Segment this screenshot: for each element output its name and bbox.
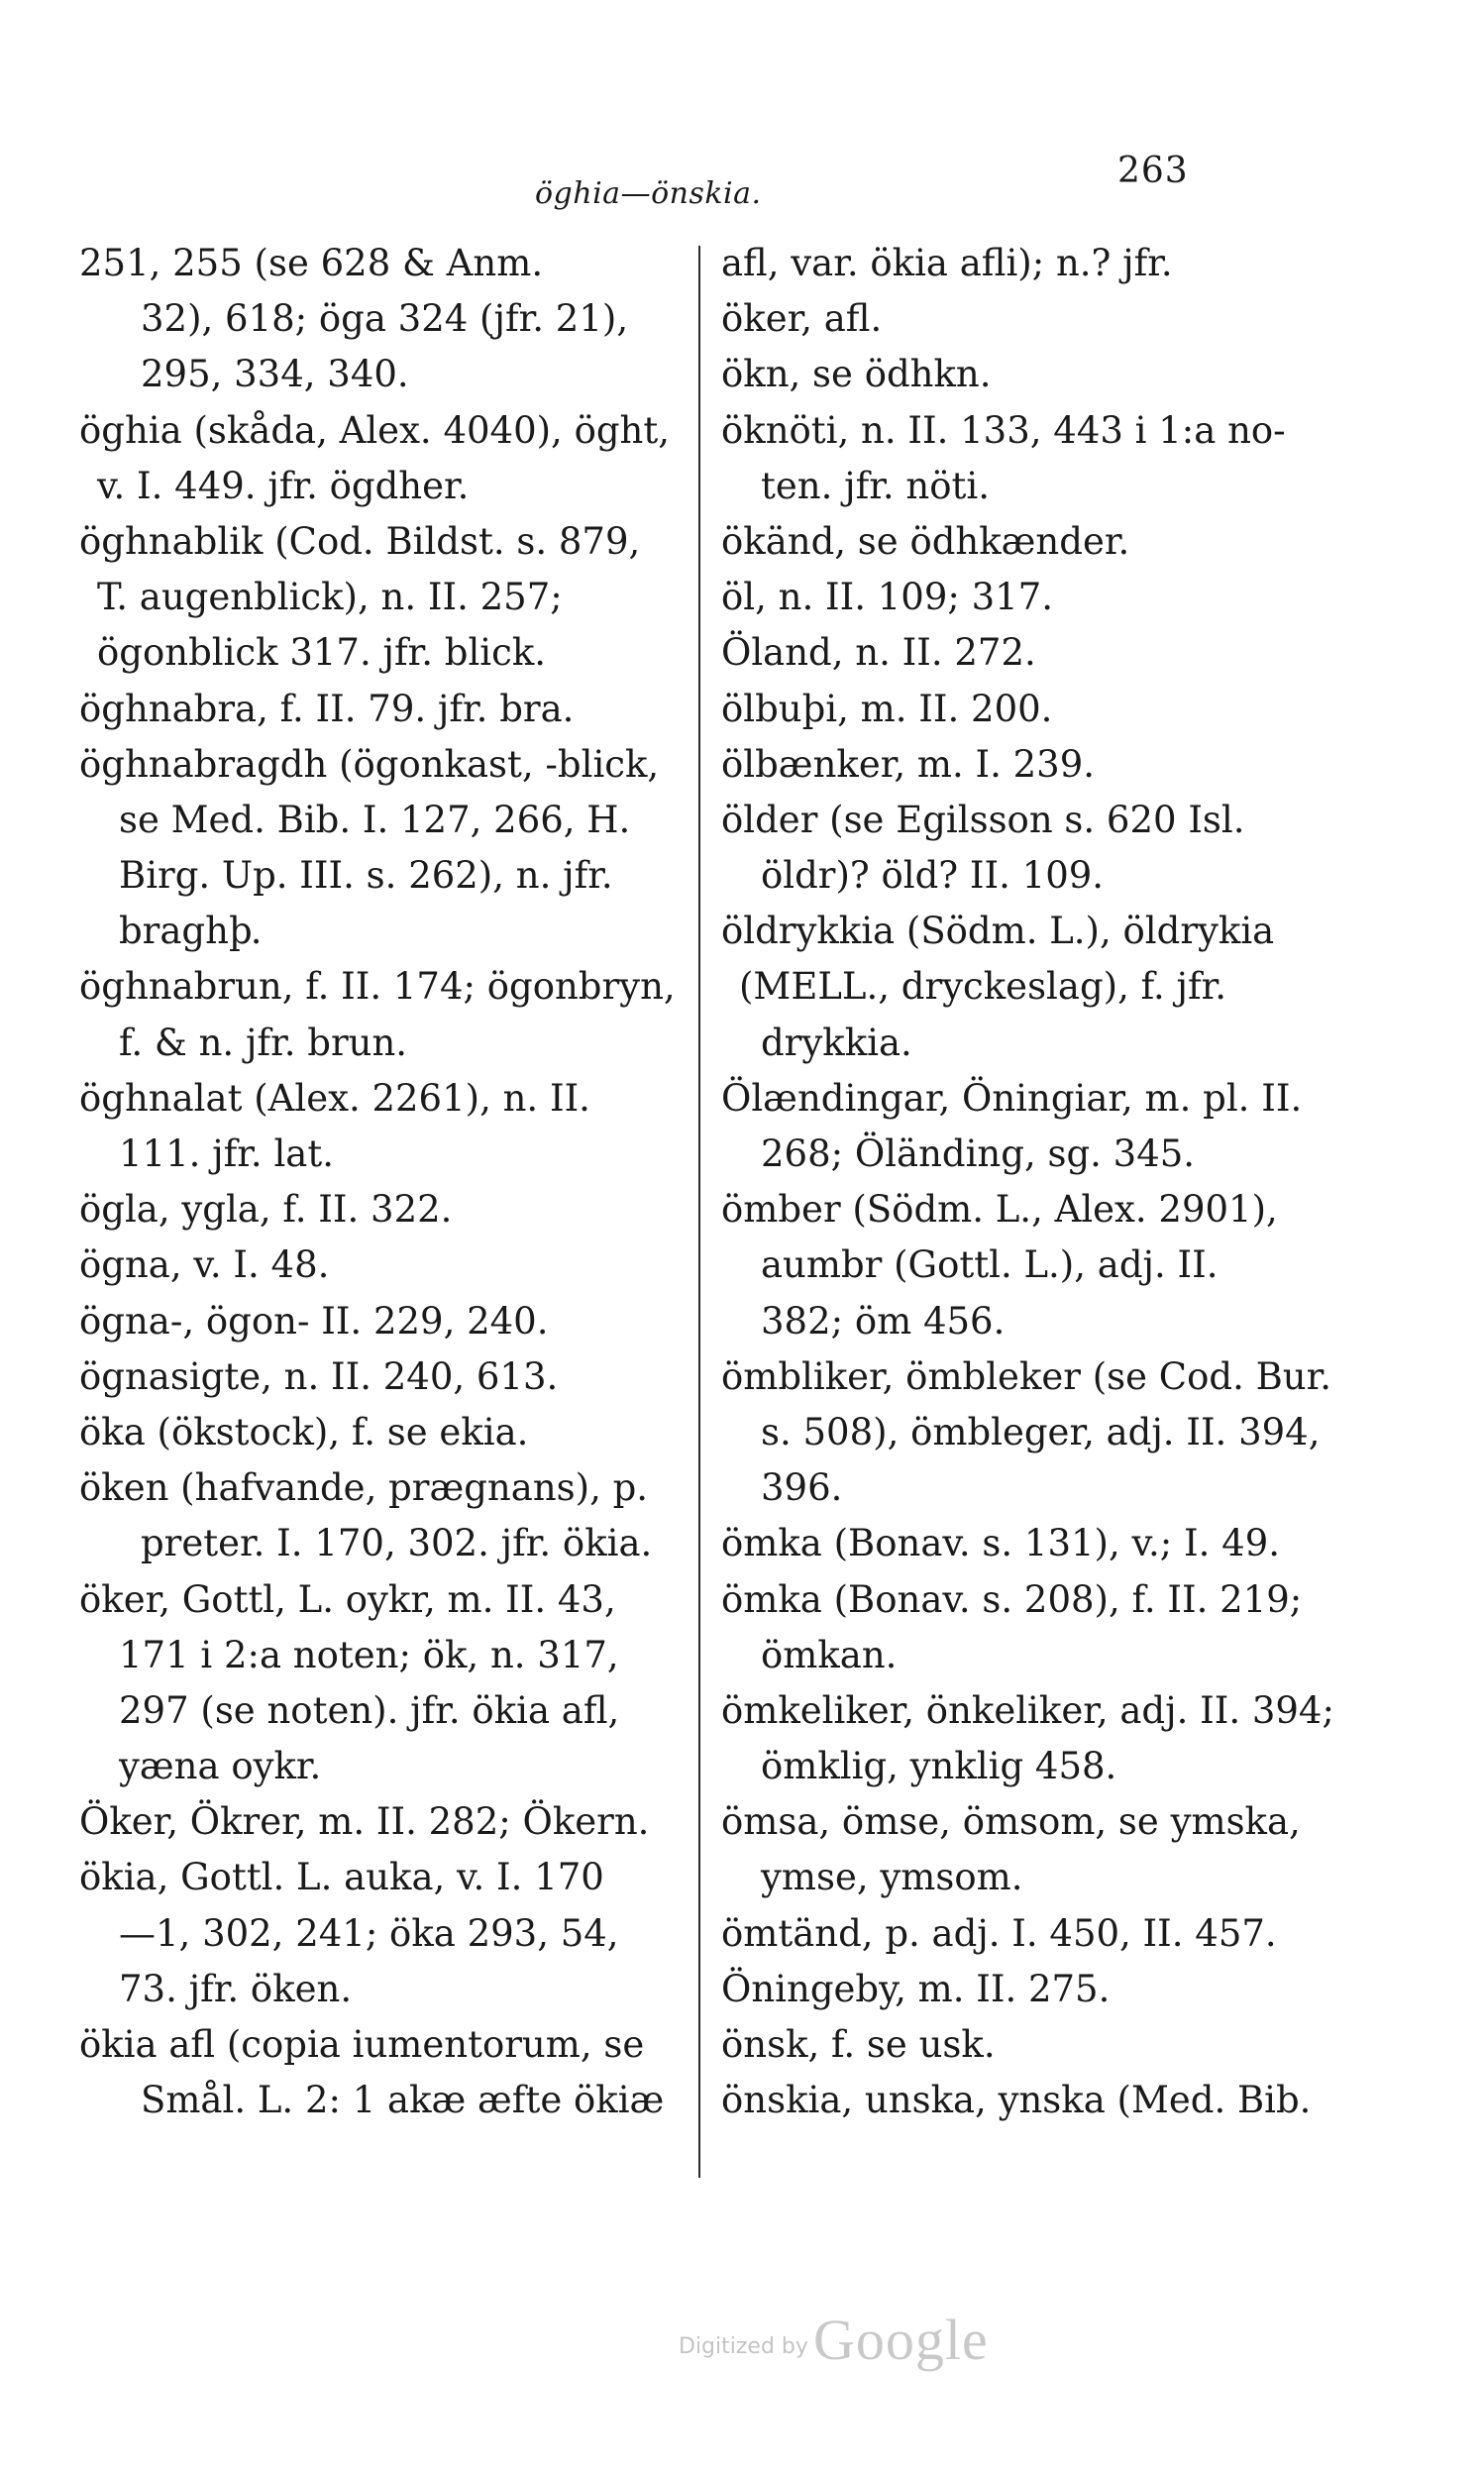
dictionary-line: ökn, se ödhkn. <box>721 353 992 396</box>
dictionary-line: ökänd, se ödhkænder. <box>721 519 1130 563</box>
left-column <box>79 236 679 2128</box>
dictionary-line: 251, 255 (se 628 & Anm. <box>79 242 544 284</box>
dictionary-line: öken (hafvande, prægnans), p. <box>79 1466 649 1510</box>
dictionary-line: Öker, Ökrer, m. II. 282; Ökern. <box>79 1800 650 1844</box>
dictionary-line: ölbænker, m. I. 239. <box>721 742 1095 786</box>
dictionary-line: se Med. Bib. I. 127, 266, H. <box>119 798 631 841</box>
dictionary-line: (MELL., dryckeslag), f. jfr. <box>739 965 1227 1009</box>
dictionary-line: öghnabragdh (ögonkast, -blick, <box>79 742 660 786</box>
dictionary-line: ömsa, ömse, ömsom, se ymska, <box>721 1800 1301 1844</box>
dictionary-line: ymse, ymsom. <box>761 1856 1023 1899</box>
dictionary-line: öldr)? öld? II. 109. <box>761 854 1105 898</box>
dictionary-line: braghþ. <box>119 910 263 953</box>
dictionary-line: ten. jfr. nöti. <box>761 464 990 507</box>
right-column <box>721 236 1355 2128</box>
dictionary-line: ömkan. <box>761 1633 898 1676</box>
dictionary-line: drykkia. <box>761 1021 912 1064</box>
dictionary-line: 268; Öländing, sg. 345. <box>761 1132 1196 1175</box>
dictionary-line: ögna-, ögon- II. 229, 240. <box>79 1299 549 1343</box>
dictionary-line: ölder (se Egilsson s. 620 Isl. <box>721 798 1245 841</box>
digitized-by-label: Digitized by <box>679 2334 808 2359</box>
dictionary-line: s. 508), ömbleger, adj. II. 394, <box>761 1410 1321 1453</box>
dictionary-line: f. & n. jfr. brun. <box>119 1021 408 1064</box>
dictionary-line: 171 i 2:a noten; ök, n. 317, <box>119 1633 619 1676</box>
dictionary-line: aumbr (Gottl. L.), adj. II. <box>761 1243 1219 1287</box>
dictionary-line: Smål. L. 2: 1 akæ æfte ökiæ <box>141 2079 665 2122</box>
dictionary-line: ömka (Bonav. s. 131), v.; I. 49. <box>721 1522 1280 1565</box>
dictionary-line: önskia, unska, ynska (Med. Bib. <box>721 2079 1312 2122</box>
dictionary-line: ögla, ygla, f. II. 322. <box>79 1188 453 1232</box>
dictionary-line: öghnalat (Alex. 2261), n. II. <box>79 1076 590 1120</box>
dictionary-line: öghnabrun, f. II. 174; ögonbryn, <box>79 965 676 1009</box>
dictionary-line: Ölændingar, Öningiar, m. pl. II. <box>721 1076 1303 1120</box>
dictionary-line: afl, var. ökia afli); n.? jfr. <box>721 242 1173 284</box>
dictionary-line: 295, 334, 340. <box>141 353 409 396</box>
dictionary-line: ölbuþi, m. II. 200. <box>721 687 1053 730</box>
dictionary-line: ögnasigte, n. II. 240, 613. <box>79 1354 559 1398</box>
dictionary-line: ömkeliker, önkeliker, adj. II. 394; <box>721 1688 1334 1732</box>
dictionary-line: ökia, Gottl. L. auka, v. I. 170 <box>79 1856 604 1899</box>
running-head: öghia—önskia. <box>535 176 762 211</box>
dictionary-line: öker, Gottl, L. oykr, m. II. 43, <box>79 1577 616 1621</box>
dictionary-line: v. I. 449. jfr. ögdher. <box>97 464 470 507</box>
dictionary-line: ökia afl (copia iumentorum, se <box>79 2023 645 2066</box>
dictionary-line: ömtänd, p. adj. I. 450, II. 457. <box>721 1911 1277 1955</box>
dictionary-line: 32), 618; öga 324 (jfr. 21), <box>141 297 629 341</box>
dictionary-line: 382; öm 456. <box>761 1299 1006 1343</box>
dictionary-line: T. augenblick), n. II. 257; <box>97 576 563 619</box>
column-divider <box>698 246 700 2178</box>
dictionary-line: ömka (Bonav. s. 208), f. II. 219; <box>721 1577 1303 1621</box>
dictionary-line: ömbliker, ömbleker (se Cod. Bur. <box>721 1354 1331 1398</box>
dictionary-line: öker, afl. <box>721 297 883 341</box>
google-logo: Google <box>813 2308 989 2372</box>
dictionary-line: ömklig, ynklig 458. <box>761 1745 1117 1788</box>
dictionary-line: Öningeby, m. II. 275. <box>721 1967 1111 2010</box>
digitization-footer <box>679 2307 989 2373</box>
dictionary-line: öknöti, n. II. 133, 443 i 1:a no- <box>721 408 1286 452</box>
dictionary-line: öka (ökstock), f. se ekia. <box>79 1410 529 1453</box>
dictionary-line: öghnabra, f. II. 79. jfr. bra. <box>79 687 575 730</box>
dictionary-line: 73. jfr. öken. <box>119 1967 353 2010</box>
dictionary-line: öl, n. II. 109; 317. <box>721 576 1053 619</box>
dictionary-line: öghnablik (Cod. Bildst. s. 879, <box>79 519 641 563</box>
dictionary-line: Öland, n. II. 272. <box>721 631 1036 675</box>
dictionary-line: 111. jfr. lat. <box>119 1132 334 1175</box>
dictionary-line: önsk, f. se usk. <box>721 2023 996 2066</box>
dictionary-line: ögna, v. I. 48. <box>79 1243 330 1287</box>
dictionary-line: ögonblick 317. jfr. blick. <box>97 631 547 675</box>
dictionary-line: öldrykkia (Södm. L.), öldrykia <box>721 910 1275 953</box>
dictionary-line: —1, 302, 241; öka 293, 54, <box>119 1911 619 1955</box>
dictionary-line: yæna oykr. <box>119 1745 322 1788</box>
dictionary-line: 396. <box>761 1466 843 1510</box>
dictionary-line: preter. I. 170, 302. jfr. ökia. <box>141 1522 653 1565</box>
dictionary-line: öghia (skåda, Alex. 4040), öght, <box>79 408 670 452</box>
dictionary-line: Birg. Up. III. s. 262), n. jfr. <box>119 854 613 898</box>
dictionary-line: ömber (Södm. L., Alex. 2901), <box>721 1188 1278 1232</box>
page-number: 263 <box>1117 151 1189 191</box>
dictionary-line: 297 (se noten). jfr. ökia afl, <box>119 1688 620 1732</box>
